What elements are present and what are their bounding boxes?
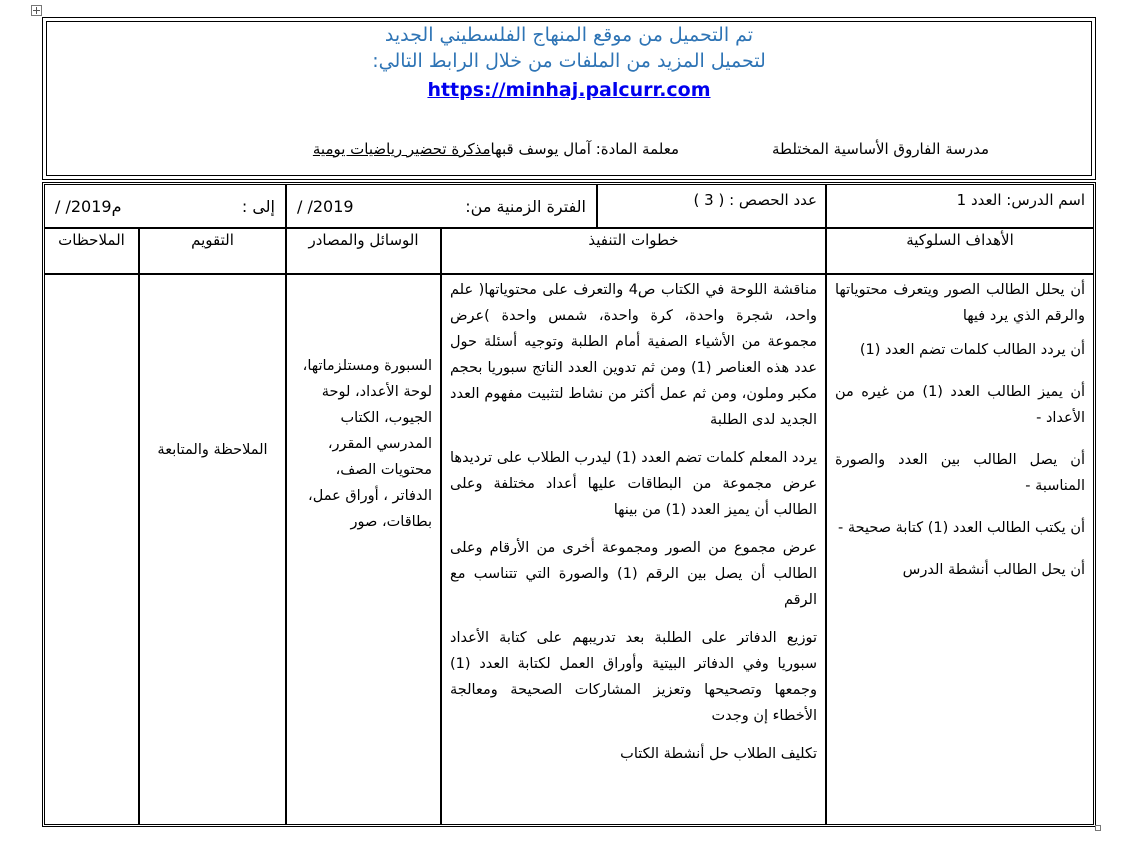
col-evaluation: التقويم <box>139 228 286 274</box>
header-box <box>46 21 1092 176</box>
objective-item: أن يميز الطالب العدد (1) من غيره من الأعداد - <box>835 384 1085 426</box>
website-link[interactable]: https://minhaj.palcurr.com <box>427 79 711 101</box>
step-item: يردد المعلم كلمات تضم العدد (1) ليدرب الطلاب على ترديدها عرض مجموعة من البطاقات عليها أعداد مختلفة وعلى الطالب أن يميز العدد (1) من بينها <box>450 450 817 518</box>
teacher-name: معلمة المادة: آمال يوسف قبها <box>490 140 679 158</box>
objective-item: أن يحلل الطالب الصور ويتعرف محتوياتها والرقم الذي يرد فيها <box>835 282 1085 324</box>
period-to-row <box>45 185 285 227</box>
periods-cell <box>597 184 826 228</box>
period-to-label: إلى : <box>241 196 275 216</box>
teacher-line <box>313 140 679 158</box>
period-to-date: / /2019م <box>55 196 122 216</box>
col-notes: الملاحظات <box>44 228 139 274</box>
resources-cell <box>286 274 441 825</box>
resources-text: السبورة ومستلزماتها، لوحة الأعداد، لوحة الجيوب، الكتاب المدرسي المقرر، محتويات الصف، الدفاتر ، أوراق عمل، بطاقات، صور <box>302 358 432 530</box>
period-from-label: الفترة الزمنية من: <box>465 196 586 216</box>
objective-item: أن يصل الطالب بين العدد والصورة المناسبة - <box>835 452 1085 494</box>
step-item: مناقشة اللوحة في الكتاب ص4 والتعرف على محتوياتها( علم واحد، شجرة واحدة، كرة واحدة، شمس واحدة )عرض مجموعة من الأشياء الصفية أمام الطلبة وتوجيه أسئلة حول عدد هذه العناصر (1) ومن ثم تدوين العدد الناتج سبوريا بحجم مكبر وملون، ومن ثم عمل أكثر من نشاط لتثبيت مفهوم العدد الجديد لدى الطلبة <box>450 282 817 428</box>
notes-cell <box>44 274 139 825</box>
period-from-row <box>287 185 596 227</box>
col-steps: خطوات التنفيذ <box>441 228 826 274</box>
period-from-date: / /2019 <box>297 196 354 216</box>
website-link-wrapper <box>47 79 1091 101</box>
table-resize-handle-icon[interactable] <box>1095 825 1101 831</box>
table-move-handle-icon[interactable] <box>31 5 42 16</box>
school-name: مدرسة الفاروق الأساسية المختلطة <box>771 140 989 158</box>
download-notice: تم التحميل من موقع المنهاج الفلسطيني الجديد <box>384 24 754 46</box>
evaluation-text: الملاحظة والمتابعة <box>157 442 268 458</box>
period-from-cell <box>286 184 597 228</box>
col-objectives: الأهداف السلوكية <box>826 228 1094 274</box>
col-resources: الوسائل والمصادر <box>286 228 441 274</box>
steps-cell <box>441 274 826 825</box>
evaluation-cell <box>139 274 286 825</box>
plan-title: مذكرة تحضير رياضيات يومية <box>312 140 491 158</box>
lesson-name: اسم الدرس: العدد 1 <box>956 191 1085 209</box>
period-to-cell <box>44 184 286 228</box>
more-files-notice: لتحميل المزيد من الملفات من خلال الرابط التالي: <box>372 50 766 72</box>
lesson-name-cell <box>826 184 1094 228</box>
step-item: عرض مجموع من الصور ومجموعة أخرى من الأرقام وعلى الطالب أن يصل بين الرقم (1) والصورة التي تتناسب مع الرقم <box>450 540 817 608</box>
objective-item: أن يردد الطالب كلمات تضم العدد (1) <box>859 342 1085 358</box>
step-item: توزيع الدفاتر على الطلبة بعد تدريبهم على كتابة الأعداد سبوريا وفي الدفاتر البيتية وأوراق العمل لكتابة العدد (1) وجمعها وتصحيحها وتعزيز المشاركات الصحيحة ومعالجة الأخطاء إن وجدت <box>450 630 817 724</box>
step-item: تكليف الطلاب حل أنشطة الكتاب <box>620 746 817 762</box>
objective-item: أن يحل الطالب أنشطة الدرس <box>902 562 1085 578</box>
objectives-cell <box>826 274 1094 825</box>
objective-item: أن يكتب الطالب العدد (1) كتابة صحيحة - <box>838 520 1085 536</box>
periods-count: عدد الحصص : ( 3 ) <box>693 191 817 209</box>
